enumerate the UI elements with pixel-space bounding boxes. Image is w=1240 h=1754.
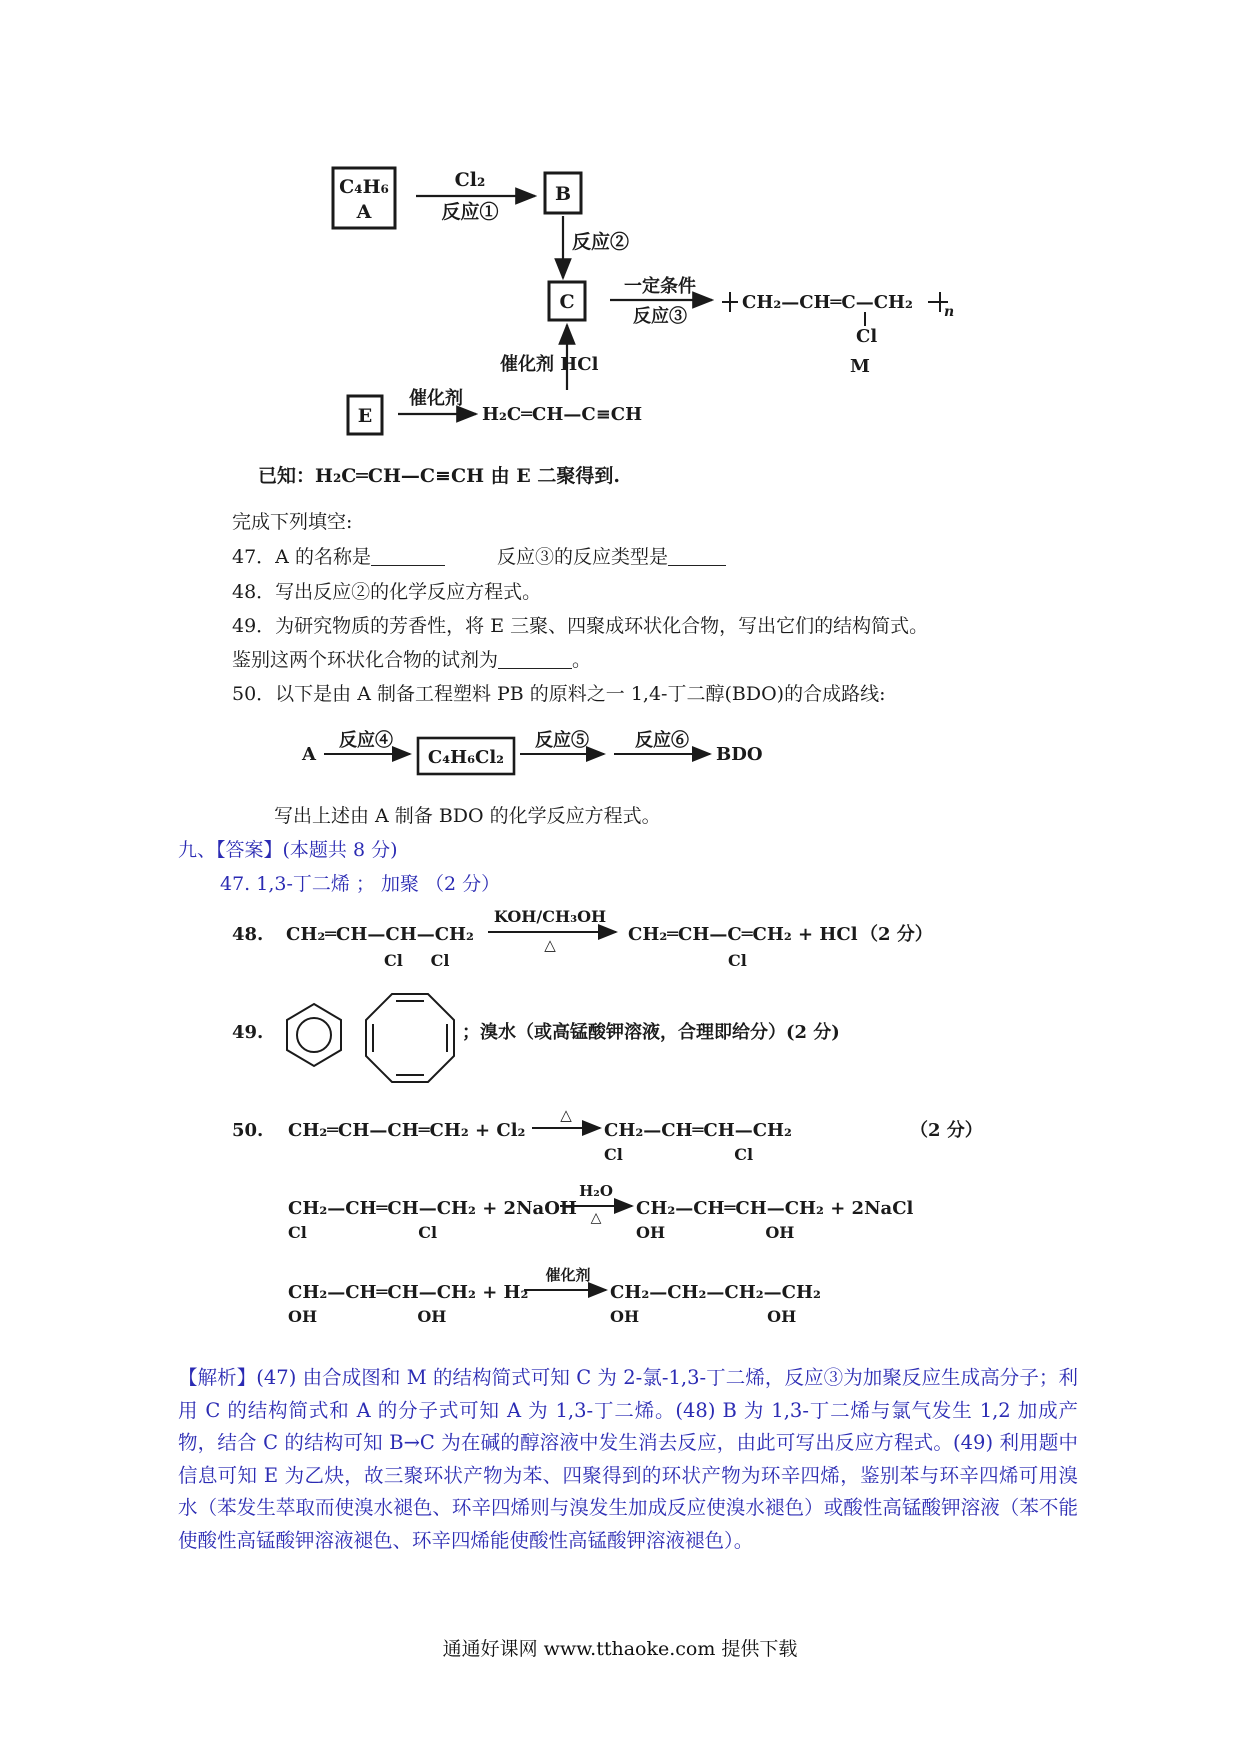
a50-l2-cond-bottom: △ [590,1210,602,1226]
question-49-reagent [232,648,591,672]
polymer-formula: CH₂—CH═C—CH₂ [742,292,913,313]
q47-blank-b[interactable] [668,547,726,566]
question-50-write: 写出上述由 A 制备 BDO 的化学反应方程式。 [274,805,661,827]
question-48: 48．写出反应②的化学反应方程式。 [232,581,542,603]
reaction-1-label: 反应① [441,201,499,223]
a50-l3-right: CH₂—CH₂—CH₂—CH₂ [610,1282,821,1303]
a50-l3-left-sub: OH OH [288,1307,447,1326]
answer-equations [0,900,1240,1340]
reaction-3-label: 反应③ [633,306,687,327]
vinylacetylene: H₂C═CH—C≡CH [482,404,643,425]
box-a-formula: C₄H₆ [339,176,389,198]
polymer-n: n [944,304,955,320]
a50-l1-sub: Cl Cl [604,1145,754,1164]
a49-text: ；溴水（或高锰酸钾溶液，合理即给分）(2 分) [462,1022,840,1043]
a48-left: CH₂═CH—CH—CH₂ [286,924,474,945]
synthesis-scheme [0,0,1240,500]
a48-right-sub: Cl [728,951,747,970]
reagent-cl2: Cl₂ [454,169,486,191]
box-a-label: A [356,201,372,223]
catalyst-hcl-label: 催化剂 HCl [500,354,599,375]
a50-l3-cond: 催化剂 [545,1266,591,1284]
route-r4: 反应④ [339,730,393,751]
a50-num: 50. [232,1120,264,1141]
cyclooctatetraene-ring [366,994,454,1082]
question-50: 50．以下是由 A 制备工程塑料 PB 的原料之一 1,4-丁二醇(BDO)的合成路线: [232,683,886,705]
a50-l2-cond-top: H₂O [579,1182,613,1200]
q47-blank-a[interactable] [371,547,445,566]
a48-cond-top: KOH/CH₃OH [493,907,607,926]
a48-score: （2 分） [860,924,933,945]
a48-right: CH₂═CH—C═CH₂ + HCl [628,924,858,945]
q47-part-b: 反应③的反应类型是 [497,546,669,568]
question-49: 49．为研究物质的芳香性，将 E 三聚、四聚成环状化合物，写出它们的结构简式。 [232,615,929,637]
q49-blank[interactable] [498,650,572,669]
a50-l2-right: CH₂—CH═CH—CH₂ + 2NaCl [636,1198,914,1219]
answer-47: 47. 1,3-丁二烯 ； 加聚 （2 分） [220,873,501,895]
q49-part-b: 鉴别这两个环状化合物的试剂为 [232,649,499,671]
known-statement: 已知：H₂C═CH—C≡CH 由 E 二聚得到. [258,465,620,487]
analysis-paragraph: 【解析】(47) 由合成图和 M 的结构简式可知 C 为 2-氯-1,3-丁二烯，反应③为加聚反应生成高分子；利用 C 的结构简式和 A 的分子式可知 A 为 1,3-丁二烯。(48) B 为 1,3-丁二烯与氯气发生 1,2 加成产物，结合 C 的结构可知 B→C 为在碱的醇溶液中发生消去反应，由此可写出反应方程式。(49) 利用题中信息可知 E 为乙炔，故三聚环状产物为苯、四聚得到的环状产物为环辛四烯，鉴别苯与环辛四烯可用溴水（苯发生萃取而使溴水褪色、环辛四烯则与溴发生加成反应使溴水褪色）或酸性高锰酸钾溶液（苯不能使酸性高锰酸钾溶液褪色、环辛四烯能使酸性高锰酸钾溶液褪色）。 [178,1366,1078,1552]
route-a: A [302,744,316,765]
polymer-cl: Cl [856,326,878,347]
a50-l2-left: CH₂—CH═CH—CH₂ + 2NaOH [288,1198,577,1219]
route-r5: 反应⑤ [535,730,589,751]
box-c-label: C [559,291,575,313]
a50-l1-right: CH₂—CH═CH—CH₂ [604,1120,792,1141]
box-b-label: B [554,183,572,205]
a48-left-sub: Cl Cl [384,951,450,970]
bdo-route [0,718,1240,778]
a50-l3-right-sub: OH OH [610,1307,797,1326]
a50-score: （2 分） [910,1120,983,1141]
a50-l2-left-sub: Cl Cl [288,1223,438,1242]
route-r6: 反应⑥ [635,730,689,751]
catalyst-label: 催化剂 [409,388,463,409]
box-e-label: E [357,405,373,427]
a48-num: 48. [232,924,264,945]
q47-part-a: 47．A 的名称是 [232,546,371,568]
a50-l1-left: CH₂═CH—CH═CH₂ + Cl₂ [288,1120,526,1141]
route-bdo: BDO [716,744,763,765]
page-footer: 通通好课网 www.tthaoke.com 提供下载 [442,1638,798,1660]
benzene-ring [287,1004,341,1066]
fill-in-intro: 完成下列填空: [232,511,353,533]
a50-l1-cond: △ [560,1106,572,1124]
route-box-formula: C₄H₆Cl₂ [427,747,505,768]
polymer-label-m: M [850,356,870,377]
reaction-2-label: 反应② [572,231,630,253]
a50-l3-left: CH₂—CH═CH—CH₂ + H₂ [288,1282,529,1303]
a50-l2-right-sub: OH OH [636,1223,795,1242]
a49-num: 49. [232,1022,264,1043]
benzene-circle [297,1018,331,1052]
question-47 [232,545,726,569]
q49-end: 。 [572,649,592,671]
answer-header: 九、【答案】(本题共 8 分) [178,839,398,861]
a48-cond-bottom: △ [544,936,556,954]
condition-3: 一定条件 [624,276,696,297]
